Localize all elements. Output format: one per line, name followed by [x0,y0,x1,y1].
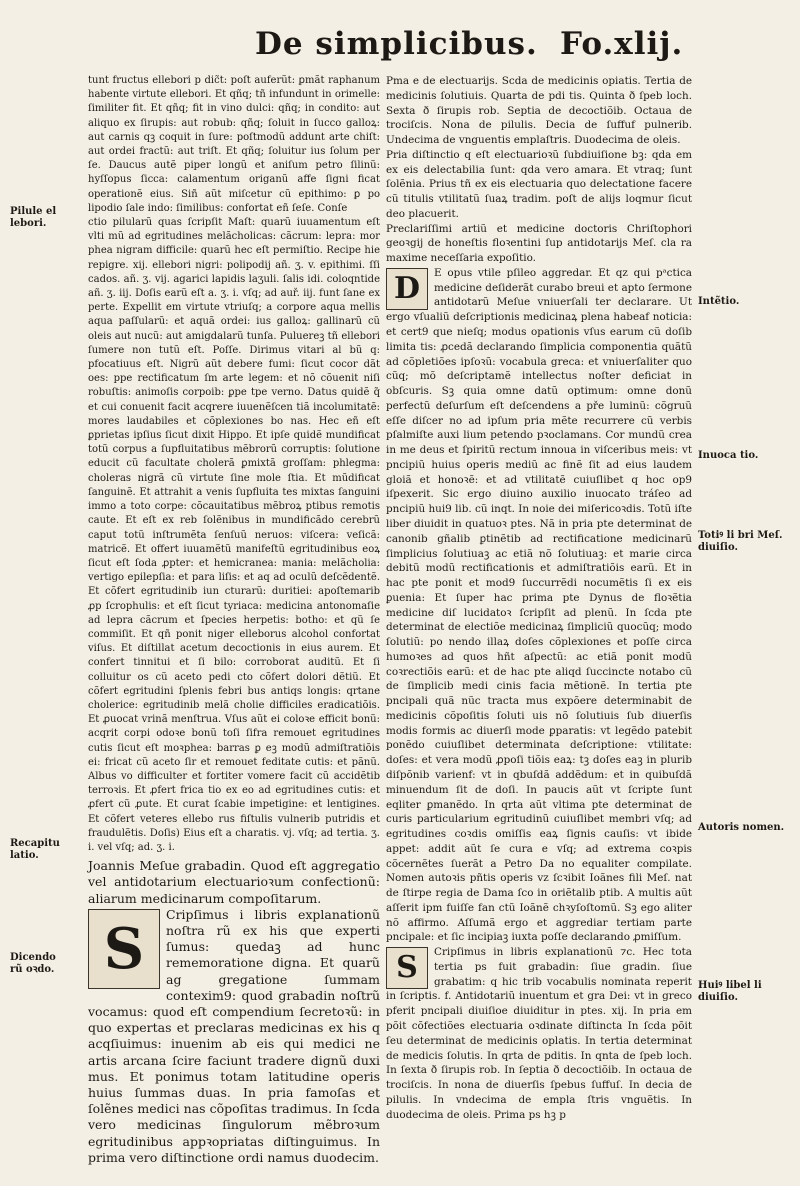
left-column [88,74,380,1166]
left-paragraph-1: tunt fructus ellebori p dic̃t: poſt auferũt: ꝑmãt raphanum habente virtute ellebori. Et qñq; tñ infundunt in orimelle: ſimiliter fit. Et qñq; fit in vino dulci: qñq; in condito: aut aliquo ex ſirupis: aut robub: qñq; ſoluit in ſucco galloꝝ: aut carnis qꝫ coquit in ſure: poſtmodũ addunt arte chiſt: aut ordei fractũ: aut triſt. Et qñq; ſoluitur ius ſolum per ſe. Daucus autẽ piper longũ et aniſum petro ſilinũ: hyſſopus ſicca: calamentum origanũ affe ſigni ficat operationẽ eius. Siñ aũt miſcetur cũ epithimo: ꝑ po lipodio ſale indo: ſimilibus: confortat eñ ſeſe. Conſe [88,75,380,214]
decorated-initial-s2: S [386,947,428,989]
running-header [0,22,800,72]
right-paragraph-4-text: E opus vtile pſileo aggredar. Et qz qui pᵃctica medicine deſiderãt curabo breui et apto ſermone antidotarũ Meſue vniuerſali ter declarare. Ut ergo vſualiũ deſcriptionis medicinaꝝ plena habeaf noticia: et cert9 que nieſq; modus opationis vſus earum cũ doſib limita tis: ꝓcedã declarando ſimplicia componentia quãtũ ad cõpletiões ipſoꝛũ: vocabula greca: et vniuerſaliter quo cũq; mõ deſcriptamẽ intellectus noſter deficiat in obſcuris. Sꝫ quia omne datũ optimum: omne donũ perfectũ deſurſum eſt deſcendens a pře luminũ: cõgruũ eſſe diſcer no ad ipſum pria mẽte recurrere cũ verbis pſalmiſte auxi lium petendo pꝛoclamans. Cor mundũ crea in me deus et ſpiritũ rectum innoua in viſceribus meis: vt pncipiũ huius operis mediũ ac finẽ ſit ad eius laudem gloiã et honoꝛẽ: et ad vtilitatẽ cuiuſlibet q hoc op9 iſpexerit. Sic ergo diuino auxilio inuocato tráſeo ad pncipiũ hui9 lib. cũ inqt. In noie dei miſericoꝛdis. Totũ iſte liber diuidit in quatuoꝛ ptes. Nã in pria pte determinat de canonib gñalib ꝑtinẽtib ad rectificatione medicinarũ ſimplicius ſolutiuaꝫ ac etiã nõ ſolutiuaꝫ: et marie circa debitũ modũ rectificationis et admiſtratiõis earũ. Et in hac pte ponit et mod9 ſuccurrẽdi nocumẽtis ſi ex eis ꝑuenia: Et ſuper hac prima pte Dynus de floꝛẽtia medicine diſ lucidatoꝛ ſcripſit ad plenũ. In ſcda pte determinat de electiõe medicinaꝝ ſimpliciũ quocũq; modo ſolutiũ: po nendo illaꝝ doſes cõplexiones et poſſe circa humoꝛes ad quos hñt aſpectũ: ac etiã ponit modũ coꝛrectiõis earũ: et de hac pte aliqd ſuccincte notabo cũ de ſimplicib medi cinis facia mẽtionẽ. In tertia pte pncipali quã nũc tracta mus expõere determinabit de medicinis cõpoſitis ſoluti uis nõ ſolutiuis ſub diuerſis modis formis ac diuerſi mode ꝑparatis: vt legẽdo patebit ponẽdo cuiuſlibet determinata deſcriptione: vtilitate: doſes: et vera modũ ꝓpoſi tiõis eaꝝ: tꝫ doſes eaꝫ in plurib diſpõnib varienf: vt in qbuſdã addẽdum: et in quibuſdã minuendum ſit de doſi. In paucis aũt vt ſcripte ſunt eqliter ꝑmanẽdo. In qrta aũt vltima pte determinat de curis particularium egritudinũ cuiuſlibet membri vſq; ad egritudines coꝛdis omiſſis eaꝝ ſignis cauſis: vt ibide appet: addit aũt ſe cura e vſq; ad extrema coꝛpis cõcernẽtes ſuerãt a Petro Da no equaliter compilate. Nomen autoꝛis pñtis operis vz ſcꝛibit Ioãnes fili Meſ. nat de ſtirpe regia de Dama ſco in oriẽtalib ptib. A multis aũt aſſerit ipm fuiſſe fan ctũ Ioãnẽ chꝛyſoſtomũ. Sꝫ ego aliter nõ affirmo. Aſſumã ergo et aggrediar tertiam parte pncipale: et ſic incipiaꝫ iuxta poſſe declarando ꝓmiſſum. [386,266,692,944]
margin-note-libri-diuisio: Totiꝰ li bri Meſ. diuiſio. [698,530,783,553]
margin-note-inuocatio: Inuoca tio. [698,450,759,461]
folio-number: Fo.xlij. [560,26,684,62]
right-column [386,74,692,1122]
margin-note-libelli-diuisio: Huiꝰ libel li diuiſio. [698,980,762,1003]
right-paragraph-4 [386,266,692,945]
left-paragraph-3-text: Cripſimus i libris explanationũ noſtra rũ ex his que experti ſumus: quedaꝫ ad hunc rememoratione digna. Et quarũ ag gregatione ſummam contexim9: quod grabadin noſtrũ vocamus: quod eſt compendium ſecretoꝛũ: in quo expertas et preclaras medicinas ex his q acqſiuimus: inuenim ab eis qui medici ne artis arcana ſcire faciunt tradere dignũ duxi mus. Et ponimus totam latitudine operis huius ſummas duas. In pria famoſas et ſolẽnes medici nas cõpoſitas tradimus. In ſcda vero medicinas ſingulorum mẽbroꝛum egritudinibus appꝛopriatas diſtinguimus. In prima vero diſtinctione ordi namus duodecim. [88,906,380,1165]
decorated-initial-s: S [88,909,160,989]
right-paragraph-2: Pria diſtinctio q eſt electuarioꝛũ ſubdiuiſione bꝫ: qda em ex eis delectabilia ſunt: qda vero amara. Et vtraq; ſunt ſolẽnia. Prius tñ ex eis electuaria quo delectatione facere cũ titulis vtilitatũ ſuaꝝ tradim. poſt de alijs loqmur ſicut deo placuerit. [386,148,692,220]
left-paragraph-2: ctio pilularũ quas ſcripſit Maſt: quarũ iuuamentum eſt vlti mũ ad egritudines melãcholicas: cãcrum: lepra: mor phea nigram difficile: quarũ hec eſt permiſtio. Recipe hie repigre. xij. ellebori nigri: polipodij añ. ʒ. v. epithimi. ſſi cados. añ. ʒ. vij. agarici lapidis laʒuli. ſalis idi. coloqntide añ. ʒ. iij. Doſis earũ eſt a. ʒ. i. vſq; ad auř. iij. funt ſane ex perte. Expellit em virtute vtriuſq; a corpore aqua mellis aqua paſſularũ: et aquã ordei: ius galloꝝ: gallinarũ cũ oleis aut nucũ: aut amigdalarũ tunſa. Puluereꝫ tñ ellebori ſumere non tutũ eſt. Poſſe. Dirimus vitari al bũ q: pfocatiuus eſt. Nigrũ aũt debere fumi: ſicut cocor dãt oes: ppe rectificatum ſm arte legem: et nõ cõuenit niſi robuſtis: animoſis corpoib: ꝑpe tpe verno. Datus quidẽ q̃ et cui conuenit facit acqrere iuuenẽſcen tiã incolumitatẽ: mores laudabiles et cõplexiones bo nas. Hec eñ eſt ꝑprietas ipſius ſicut dixit Hippo. Et ipſe quidẽ mundificat totũ corpus a ſupfluitatibus mẽbrorũ corruptis: ſolutione educit cũ facultate cholerã ꝑmixtã groſſam: phlegma: choleras nigrã cũ virtute ſine mole ſtia. Et mũdificat ſanguinẽ. Et attrahit a venis ſupfluita tes mixtas ſanguini immo a toto corpe: cõcauitatibus mẽbroꝝ ptibus remotis caute. Et eſt ex reb ſolẽnibus in mundificãdo cerebrũ caput totũ inſtrumẽta ſenſuũ neruos: viſcera: veſicã: matricẽ. Et offert iuuamẽtũ manifeſtũ egritudinibus eoꝝ ſicut eſt ſoda ꝓpter: et hemicranea: mania: melãcholia: vertigo epilepſia: et para liſis: et aq ad oculũ deſcẽdentẽ. Et cõfert egritudinib iun cturarũ: duritiei: apoſtemarib ꝓp ſcrophulis: et eſt ſicut tyriaca: medicina antonomaſie ad lepra cãcrum et ſpecies herpetis: botho: et qũ ſe commiſit. Et qñ ponit niger elleborus alcohol confortat viſus. Et diſtillat acetum decoctionis in eius aurem. Et confert tinnitui et ſi bilo: corroborat auditũ. Et ſi colluitur os cũ aceto pedi cto cõfert dolori dẽtiũ. Et cõfert egritudini ſplenis febri bus antiqs longis: qrtane cholerice: egritudinib melã cholie difficiles eradicatiõis. Et ꝓuocat vrinã menſtrua. Vſus aũt ei coloꝛe efficit bonũ: acqrit corpi odoꝛe bonũ toſi ſifra remouet egritudines cutis ſicut eſt moꝛphea: barras ꝑ eꝫ modũ admiſtratiõis ei: fricat cũ aceto ſir et remouet feditate cutis: et pãnũ. Albus vo difficulter et fortiter vomere facit cũ accidẽtib terroꝛis. Et ꝓfert frica tio ex eo ad egritudines cutis: et ꝓfert cũ ꝓute. Et curat ſcabie impetigine: et lentigines. Et cõfert veteres ellebo rus fiſtulis vulnerib putridis et fraudulẽtis. Doſis) Eius eſt a charatis. vj. vſq; ad tertia. ʒ. i. vel vſq; ad. ʒ. i. [88,217,380,853]
margin-note-dicendorum-ordo: Dicendo rũ oꝛdo. [10,952,56,975]
right-paragraph-5-text: Cripſimus in libris explanationũ ⁊c. Hec tota tertia ps fuit grabadin: ſiue gradin. ſiue grabatim: q hic trib vocabulis nominata reperit in ſcriptis. f. Antidotariũ inuentum et gra Dei: vt in greco pferit pncipali diuiſioe diuiditur in ptes. xij. In pria em põit cõfectiões electuaria oꝛdinate diſtincta In ſcda põit ſeu determinat de medicinis oplatis. In tertia determinat de medicis ſolutis. In qrta de pditis. In qnta de ſpeb loch. In ſexta ð ſirupis rob. In ſeptia ð decoctiõib. In octaua de trociſcis. In nona de diuerſis ſpebus ſuffuſ. In decia de pilulis. In vndecima de empla ſtris vnguẽtis. In duodecima de oleis. Prima ps hꝫ p [386,946,692,1121]
margin-note-intentio: Intẽtio. [698,296,740,307]
margin-note-pilule: Pilule el lebori. [10,206,57,229]
right-paragraph-3: Preclariſſimi artiũ et medicine doctoris Chriſtophori geoꝛgij de honeſtis floꝛentini ſup antidotarijs Meſ. cla ra maxime neceſſaria expoſitio. [386,222,692,265]
decorated-initial-d: D [386,268,428,310]
right-paragraph-1: Pma e de electuarijs. Scda de medicinis opiatis. Tertia de medicinis ſolutiuis. Quarta de pdi tis. Quinta ð ſpeb loch. Sexta ð ſirupis rob. Septia de decoctiõib. Octaua de trociſcis. Nona de pilulis. Decia de ſuffuf pulnerib. Undecima de vnguentis emplaſtris. Duodecima de oleis. [386,75,692,147]
margin-note-autoris-nomen: Autoris nomen. [698,822,785,833]
page-title: De simplicibus. [255,26,538,62]
margin-note-recapitulatio: Recapitu latio. [10,838,60,861]
section-heading: Joannis Meſue grabadin. Quod eſt aggregatio vel antidotarium electuarioꝛum confectionũ: aliarum medicinarum compoſitarum. [88,858,380,906]
right-paragraph-5 [386,945,692,1122]
left-paragraph-3 [88,907,380,1166]
